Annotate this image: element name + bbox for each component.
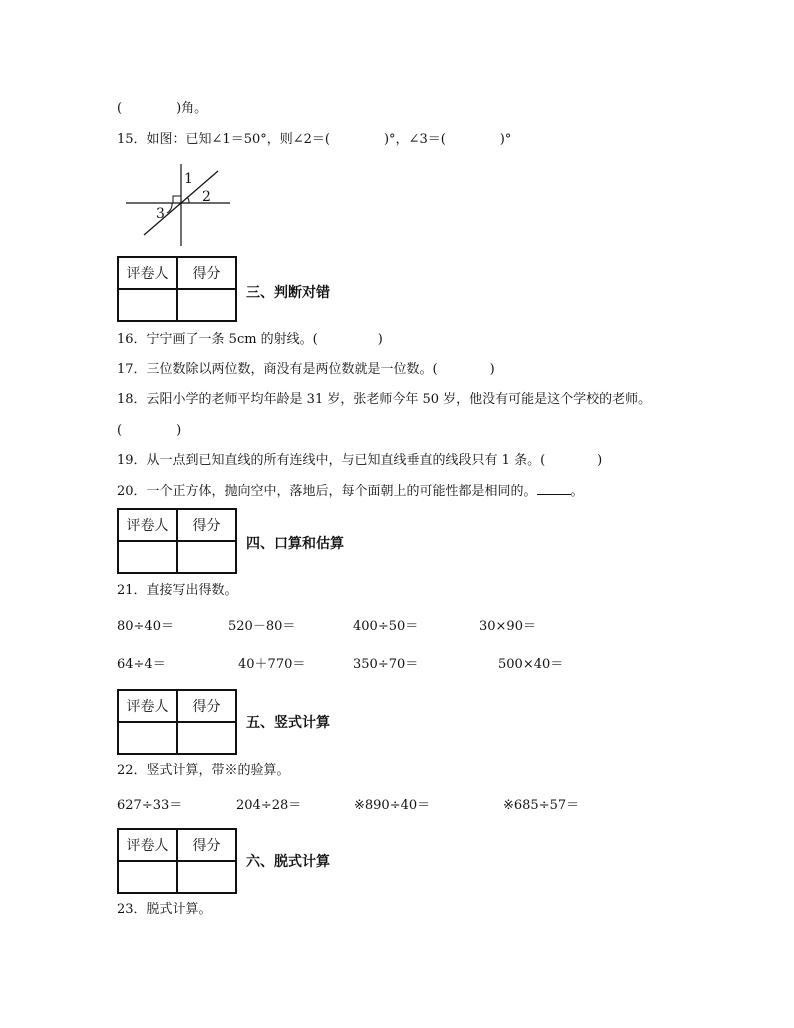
calc-item: ※685÷57＝: [503, 798, 580, 813]
score-table-section4: [117, 508, 237, 574]
angle1-label: 1: [184, 171, 193, 187]
section3-title: 三、判断对错: [246, 285, 330, 301]
score-cell[interactable]: [177, 541, 236, 573]
score-table-section5: [117, 689, 237, 755]
section4-title: 四、口算和估算: [246, 536, 344, 552]
calc-item: 204÷28＝: [236, 798, 302, 813]
score-table-section6: [117, 828, 237, 894]
q20: [117, 482, 584, 501]
q15-angle-figure: [120, 160, 240, 250]
q18-answer: [117, 422, 181, 440]
score-header: 得分: [177, 509, 236, 541]
grader-cell[interactable]: [118, 289, 177, 321]
score-header: 得分: [177, 257, 236, 289]
grader-cell[interactable]: [118, 722, 177, 754]
q20-end: 。: [570, 484, 584, 499]
angle3-label: 3: [156, 206, 165, 222]
q14-answer-line: [117, 100, 207, 118]
calc-item: 40＋770＝: [238, 657, 306, 672]
grader-header: 评卷人: [118, 509, 177, 541]
grader-cell[interactable]: [118, 861, 177, 893]
grader-header: 评卷人: [118, 690, 177, 722]
angle2-label: 2: [202, 189, 211, 205]
calc-item: 64÷4＝: [117, 657, 166, 672]
q19: [117, 452, 602, 470]
q15-text-b: )°，∠3＝(: [383, 132, 446, 147]
right-angle-mark: [173, 196, 181, 203]
q15-text-c: )°: [499, 132, 512, 147]
calc-item: 520－80＝: [228, 619, 296, 634]
q18-text: 18．云阳小学的老师平均年龄是 31 岁，张老师今年 50 岁，他没有可能是这个学校的老师。: [117, 392, 652, 407]
calc-item: 80÷40＝: [117, 619, 174, 634]
calc-item: 30×90＝: [479, 619, 536, 634]
section6-title: 六、脱式计算: [246, 854, 330, 870]
q16-close: ): [377, 332, 383, 347]
q19-close: ): [597, 453, 603, 468]
calc-item: 350÷70＝: [353, 657, 419, 672]
score-cell[interactable]: [177, 722, 236, 754]
q15-text: [117, 131, 511, 149]
calc-item: 500×40＝: [498, 657, 564, 672]
q21-text: 21．直接写出得数。: [117, 583, 238, 598]
score-table-section3: [117, 256, 237, 322]
q16-text: 16．宁宁画了一条 5cm 的射线。(: [117, 332, 318, 347]
score-cell[interactable]: [177, 289, 236, 321]
score-header: 得分: [177, 829, 236, 861]
grader-cell[interactable]: [118, 541, 177, 573]
grader-header: 评卷人: [118, 829, 177, 861]
q20-answer-blank[interactable]: [537, 482, 571, 495]
angle2-arc: [187, 197, 189, 203]
q17-text: 17．三位数除以两位数，商没有是两位数就是一位数。(: [117, 362, 438, 377]
q19-text: 19．从一点到已知直线的所有连线中，与已知直线垂直的线段只有 1 条。(: [117, 453, 546, 468]
section5-title: 五、竖式计算: [246, 715, 330, 731]
q16: [117, 331, 383, 349]
q14-paren-close: )角。: [176, 101, 208, 116]
q17-close: ): [489, 362, 495, 377]
score-header: 得分: [177, 690, 236, 722]
q17: [117, 361, 495, 379]
q18-close: ): [176, 423, 182, 438]
calc-item: ※890÷40＝: [354, 798, 431, 813]
q15-text-a: 15．如图：已知∠1＝50°，则∠2＝(: [117, 132, 330, 147]
calc-item: 627÷33＝: [117, 798, 183, 813]
q22-text: 22．竖式计算，带※的验算。: [117, 763, 290, 778]
calc-item: 400÷50＝: [353, 619, 419, 634]
q18-open: (: [117, 423, 123, 438]
grader-header: 评卷人: [118, 257, 177, 289]
q20-text: 20．一个正方体，抛向空中，落地后，每个面朝上的可能性都是相同的。: [117, 484, 537, 499]
q14-paren-open: (: [117, 101, 123, 116]
q23-text: 23．脱式计算。: [117, 902, 212, 917]
score-cell[interactable]: [177, 861, 236, 893]
